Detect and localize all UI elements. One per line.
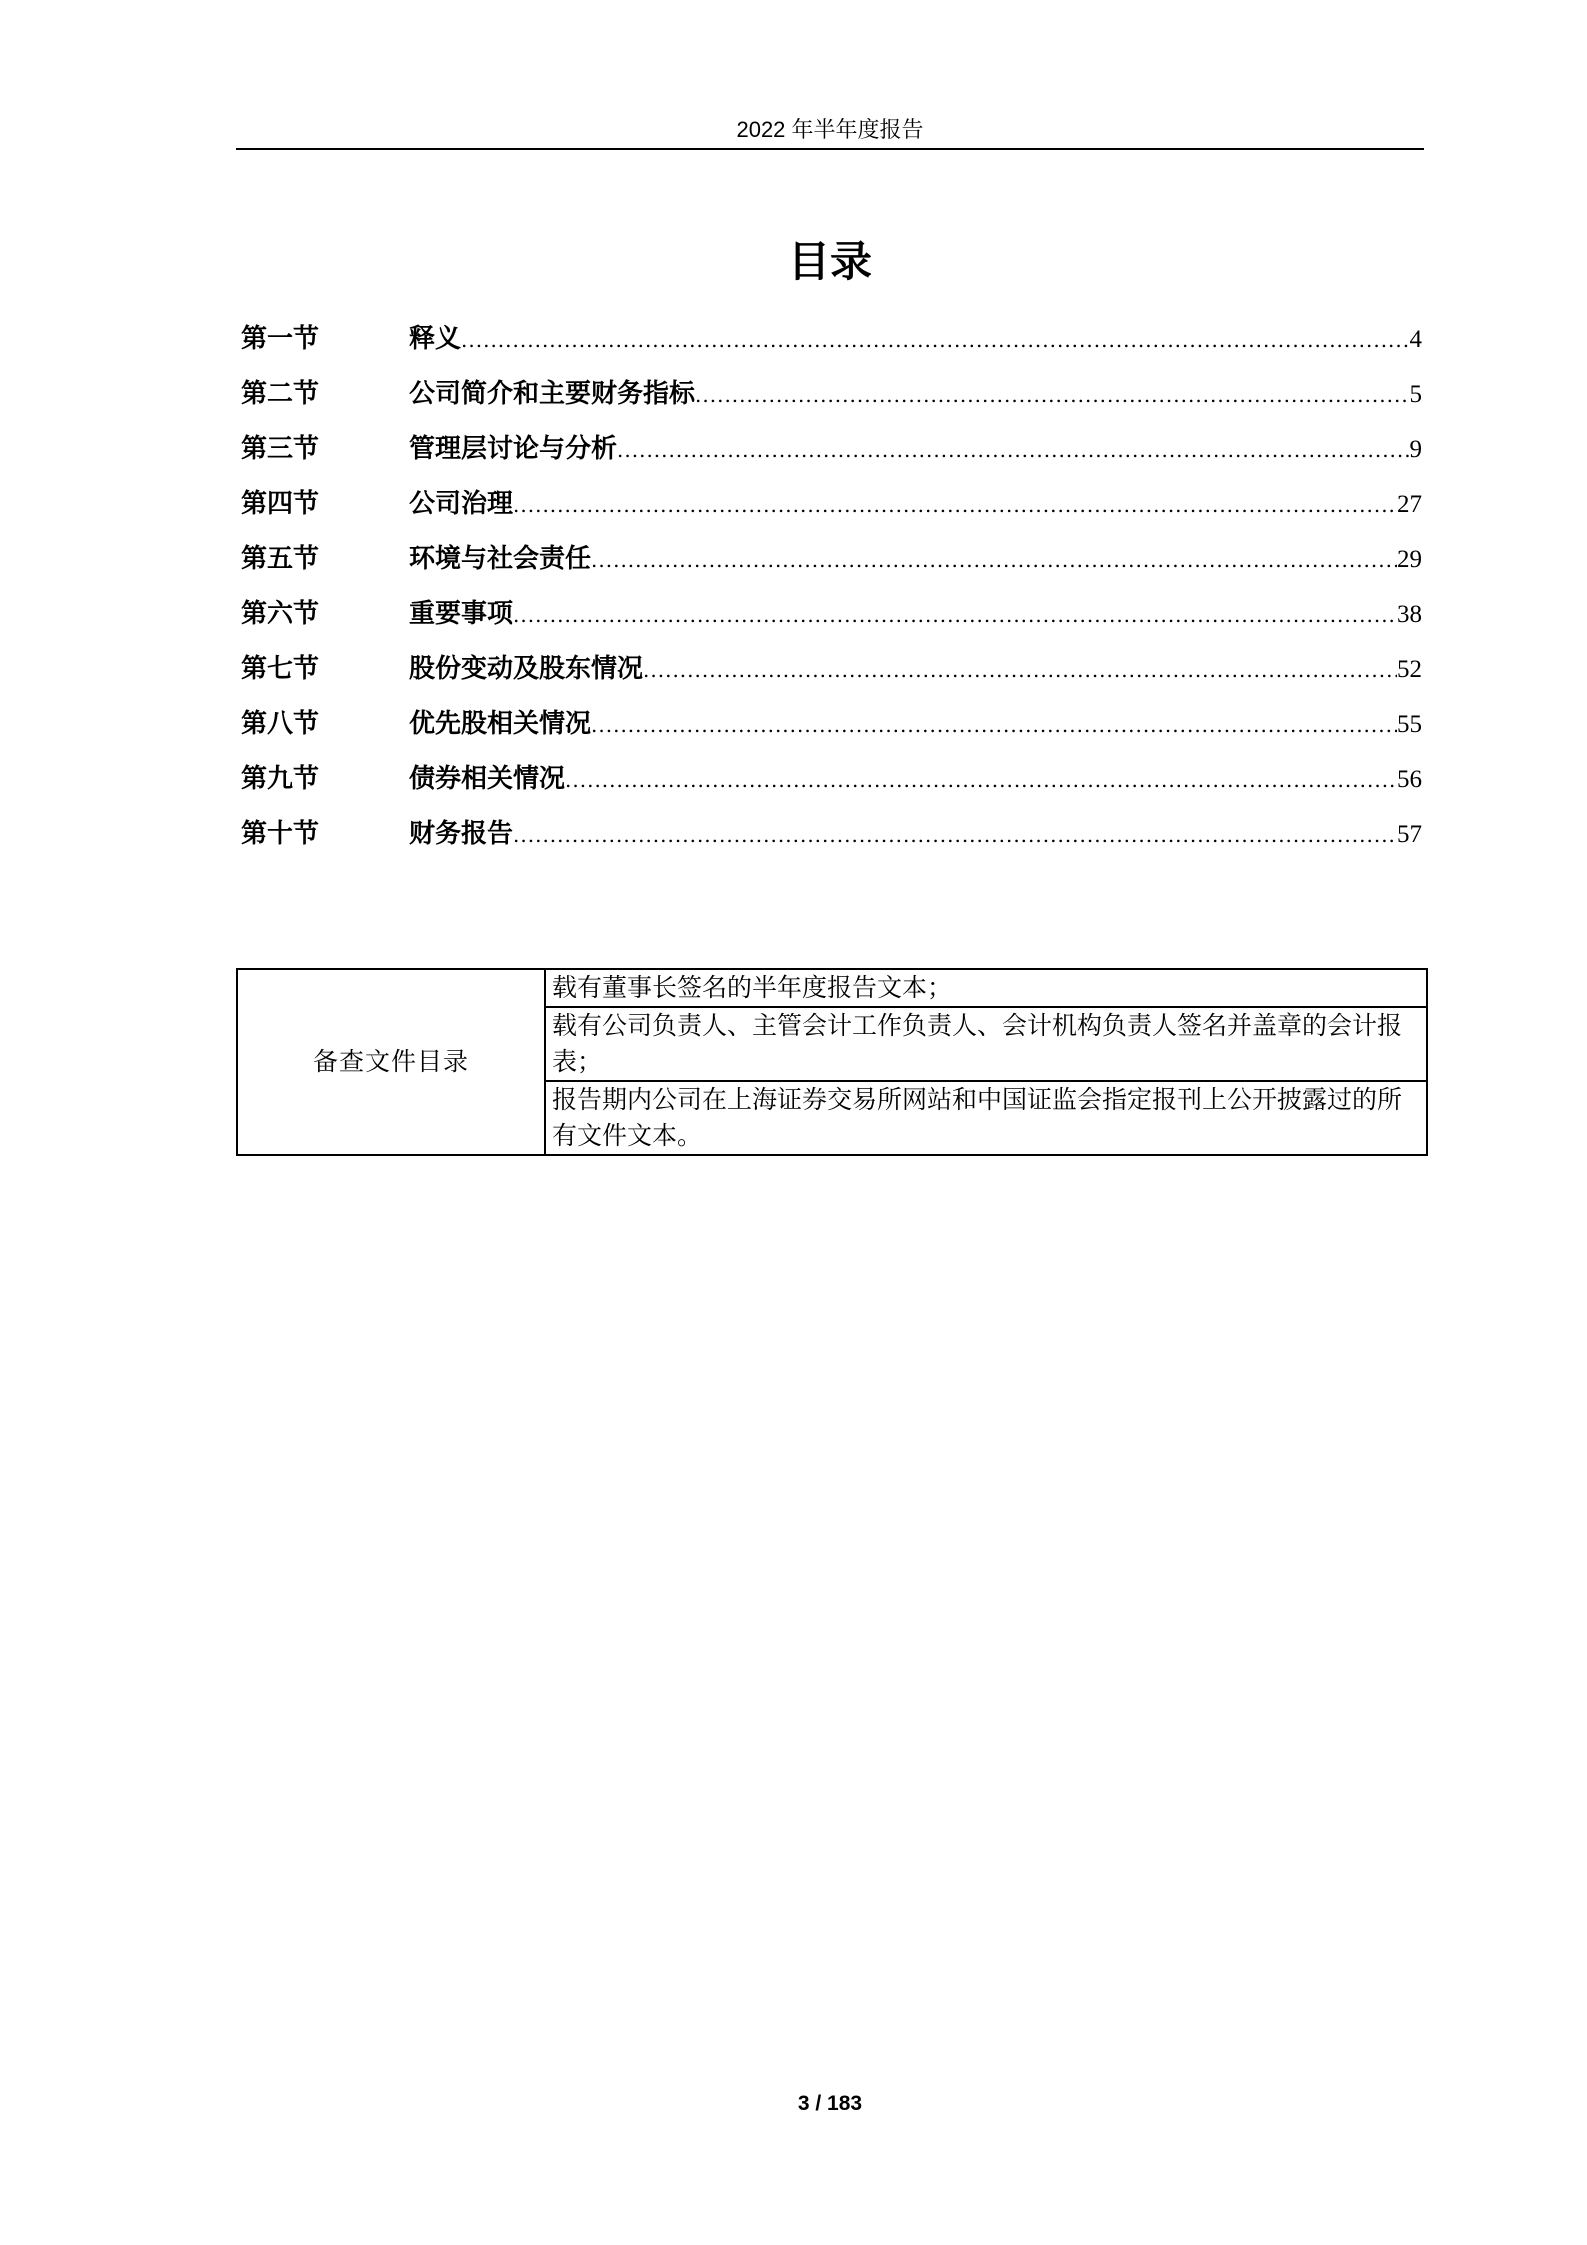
toc-section-name: 公司治理 xyxy=(409,489,514,519)
toc-page-number: 9 xyxy=(1409,436,1422,463)
toc-section-name: 优先股相关情况 xyxy=(409,709,592,739)
toc-page-number: 29 xyxy=(1397,546,1422,573)
toc-entry[interactable] xyxy=(241,807,1422,862)
toc-page-number: 52 xyxy=(1397,656,1422,683)
toc-page-number: 38 xyxy=(1397,601,1422,628)
toc-section-number: 第四节 xyxy=(241,489,320,519)
toc-entry[interactable] xyxy=(241,642,1422,697)
toc-section-name: 股份变动及股东情况 xyxy=(409,654,644,684)
toc-title: 目录 xyxy=(787,237,872,286)
toc-section-name: 释义 xyxy=(409,324,462,354)
page-footer xyxy=(0,2092,1587,2116)
toc-leader-dots xyxy=(513,808,1397,863)
toc-entry[interactable] xyxy=(241,587,1422,642)
toc-section-name: 债券相关情况 xyxy=(409,764,566,794)
toc-section-name: 重要事项 xyxy=(409,599,514,629)
toc-section-number: 第三节 xyxy=(241,434,320,464)
reference-documents-table xyxy=(236,968,1428,1156)
toc-entry[interactable] xyxy=(241,697,1422,752)
toc-section-name: 管理层讨论与分析 xyxy=(409,434,618,464)
toc-section-number: 第六节 xyxy=(241,599,320,629)
page-header xyxy=(236,112,1424,150)
toc-section-name: 财务报告 xyxy=(409,819,514,849)
toc-entry[interactable] xyxy=(241,477,1422,532)
toc-page-number: 56 xyxy=(1397,766,1422,793)
toc-entry[interactable] xyxy=(241,532,1422,587)
reference-documents-label: 备查文件目录 xyxy=(237,969,545,1155)
toc-leader-dots xyxy=(617,423,1409,478)
toc-section-number: 第二节 xyxy=(241,379,320,409)
table-of-contents xyxy=(241,312,1422,862)
toc-section-number: 第一节 xyxy=(241,324,320,354)
toc-section-number: 第九节 xyxy=(241,764,320,794)
toc-leader-dots xyxy=(513,478,1397,533)
toc-leader-dots xyxy=(513,588,1397,643)
page-indicator: 3 / 183 xyxy=(797,2092,863,2115)
reference-document-item: 载有公司负责人、主管会计工作负责人、会计机构负责人签名并盖章的会计报表； xyxy=(545,1007,1427,1081)
toc-page-number: 27 xyxy=(1397,491,1422,518)
toc-leader-dots xyxy=(643,643,1397,698)
reference-document-item: 报告期内公司在上海证券交易所网站和中国证监会指定报刊上公开披露过的所有文件文本。 xyxy=(545,1081,1427,1155)
toc-section-number: 第十节 xyxy=(241,819,320,849)
toc-entry[interactable] xyxy=(241,422,1422,477)
toc-leader-dots xyxy=(695,368,1409,423)
toc-entry[interactable] xyxy=(241,367,1422,422)
toc-page-number: 55 xyxy=(1397,711,1422,738)
reference-document-item: 载有董事长签名的半年度报告文本； xyxy=(545,969,1427,1007)
toc-leader-dots xyxy=(461,313,1409,368)
toc-leader-dots xyxy=(591,698,1397,753)
toc-section-number: 第七节 xyxy=(241,654,320,684)
toc-page-number: 4 xyxy=(1409,326,1422,353)
toc-section-number: 第八节 xyxy=(241,709,320,739)
toc-section-name: 环境与社会责任 xyxy=(409,544,592,574)
toc-page-number: 5 xyxy=(1409,381,1422,408)
toc-leader-dots xyxy=(591,533,1397,588)
report-title: 2022 年半年度报告 xyxy=(736,117,924,142)
toc-entry[interactable] xyxy=(241,312,1422,367)
toc-entry[interactable] xyxy=(241,752,1422,807)
toc-section-name: 公司简介和主要财务指标 xyxy=(409,379,696,409)
toc-page-number: 57 xyxy=(1397,821,1422,848)
toc-section-number: 第五节 xyxy=(241,544,320,574)
toc-leader-dots xyxy=(565,753,1397,808)
